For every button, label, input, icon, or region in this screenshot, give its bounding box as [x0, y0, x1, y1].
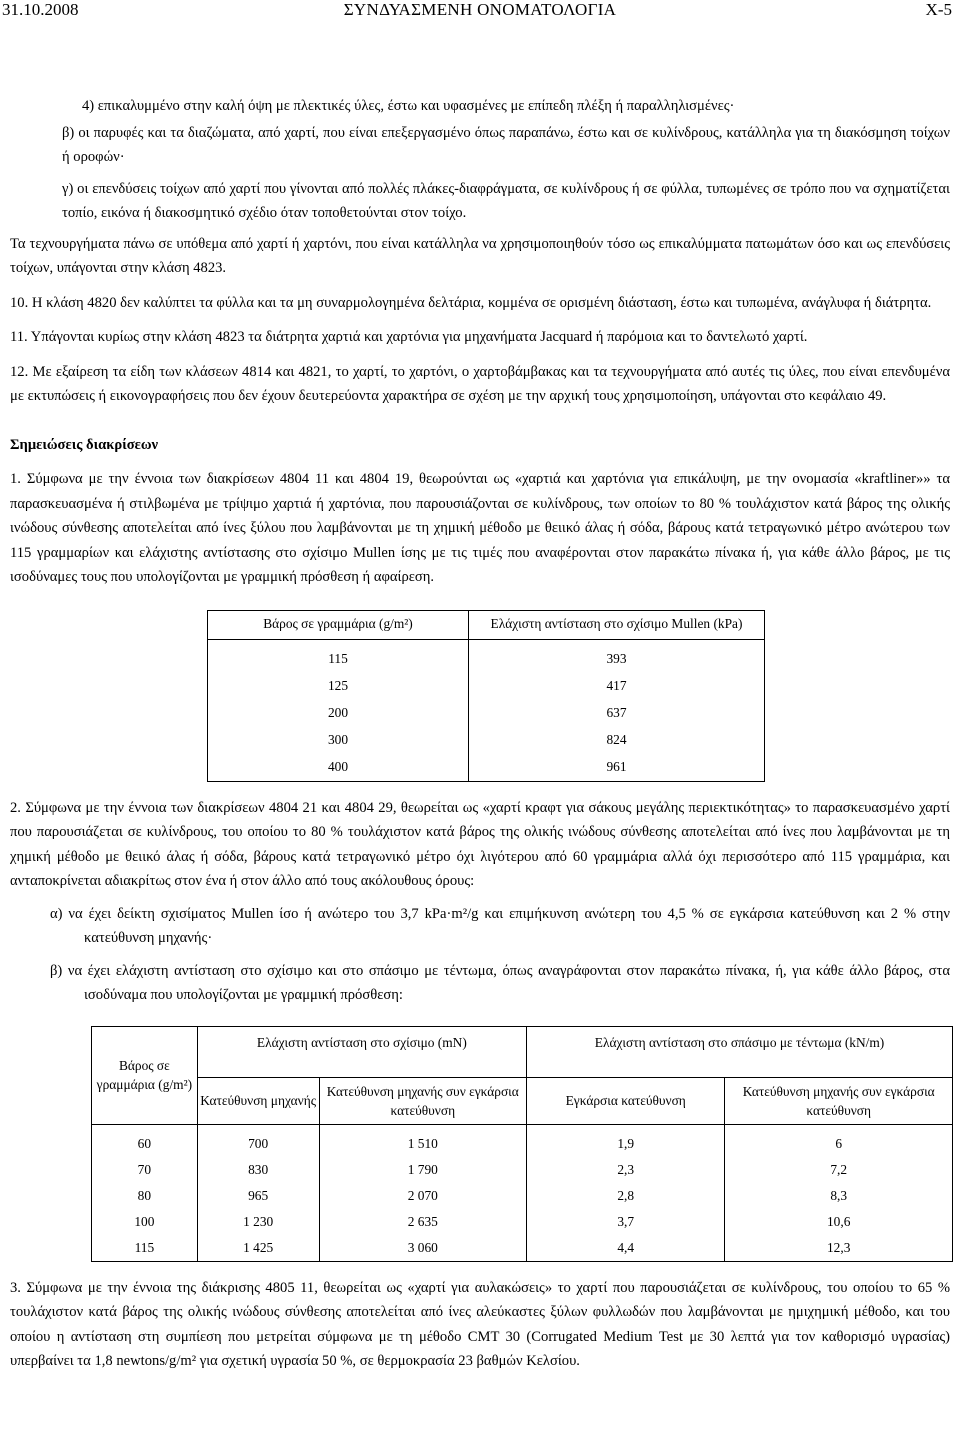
table-row — [92, 1235, 953, 1262]
table-cell: 115 — [92, 1235, 198, 1262]
table-cell: 417 — [469, 673, 765, 700]
table-row — [92, 1209, 953, 1235]
header-date: 31.10.2008 — [2, 0, 79, 19]
table-cell: 12,3 — [725, 1235, 953, 1262]
table-row — [92, 1131, 953, 1157]
table-cell: 824 — [469, 727, 765, 754]
paragraph-10: 10. Η κλάση 4820 δεν καλύπτει τα φύλλα και τα μη συναρμολογημένα δελτάρια, κομμένα σε ορισμένη διάσταση, έστω και τυπωμένα, ανάγλυφα ή διάτρητα. — [10, 294, 932, 311]
table-cell: 300 — [208, 727, 469, 754]
paragraph-item-b: β) οι παρυφές και τα διαζώματα, από χαρτί, που είναι επεξεργασμένο όπως παραπάνω, έστω και σε κυλίνδρους, κατάλληλα για τη διακόσμηση τοίχων ή οροφών· — [62, 124, 950, 165]
header-title: ΣΥΝΔΥΑΣΜΕΝΗ ΟΝΟΜΑΤΟΛΟΓΙΑ — [343, 0, 617, 19]
table2-sub-machine-cross-tensile: Κατεύθυνση μηχανής συν εγκάρσια κατεύθυνση — [725, 1077, 953, 1124]
paragraph-12: 12. Με εξαίρεση τα είδη των κλάσεων 4814 και 4821, το χαρτί, το χαρτόνι, ο χαρτοβάμβακας και τα τεχνουργήματα από αυτές τις ύλες, που είναι επενδυμένα με εκτυπώσεις ή εικονογραφήσεις που δεν έχουν δευτερεύοντα χαρακτήρα σε σχέση με την αρχική τους χρησιμοποίηση, υπάγονται στο κεφάλαιο 49. — [10, 363, 950, 404]
table-cell: 830 — [197, 1157, 319, 1183]
table-cell: 2 070 — [319, 1183, 526, 1209]
table-cell: 2,3 — [527, 1157, 725, 1183]
table-row — [208, 646, 765, 673]
note-3: 3. Σύμφωνα με την έννοια της διάκρισης 4805 11, θεωρείται ως «χαρτί για αυλακώσεις» το χαρτί που παρουσιάζεται σε κυλίνδρους, του οποίου το 65 % τουλάχιστον κατά βάρος της ολικής ινώδους σύνθεσης αποτελείται από ίνες αλεύκαστες ξύλων φυλλωδών που λαμβάνονται με ημιχημική μέθοδο, και του οποίου η αντίσταση στη συμπίεση που μετρείται σύμφωνα με τη μέθοδο CMT 30 (Corrugated Medium Test με 30 λεπτά για τον καθορισμό υγρασίας) υπερβαίνει τα 1,8 newtons/g/m² για σχετική υγρασία 50 %, σε θερμοκρασία 23 βαθμών Κελσίου. — [10, 1279, 950, 1369]
mullen-table-header-value: Ελάχιστη αντίσταση στο σχίσιμο Mullen (kPa) — [469, 610, 765, 639]
table-cell: 115 — [208, 646, 469, 673]
paragraph-item-c: γ) οι επενδύσεις τοίχων από χαρτί που γίνονται από πολλές πλάκες-διαφράγματα, σε κυλίνδρους ή σε φύλλα, τυπωμένες σε τρόπο που να σχηματίζεται τοπίο, εικόνα ή διακοσμητικό σχέδιο όταν τοποθετούνται στον τοίχο. — [62, 180, 950, 221]
table-cell: 70 — [92, 1157, 198, 1183]
table-cell: 961 — [469, 754, 765, 782]
table-row — [92, 1157, 953, 1183]
table-row — [92, 1183, 953, 1209]
table-cell: 1,9 — [527, 1131, 725, 1157]
tear-tensile-table — [91, 1026, 953, 1262]
table2-header-tensile: Ελάχιστη αντίσταση στο σπάσιμο με τέντωμα (kN/m) — [527, 1026, 953, 1077]
page-header — [0, 0, 960, 22]
table-row — [208, 700, 765, 727]
table-row — [208, 673, 765, 700]
table2-header-weight: Βάρος σε γραμμάρια (g/m²) — [92, 1026, 198, 1124]
table2-sub-cross: Εγκάρσια κατεύθυνση — [527, 1077, 725, 1124]
table-cell: 8,3 — [725, 1183, 953, 1209]
paragraph-11: 11. Υπάγονται κυρίως στην κλάση 4823 τα διάτρητα χαρτιά και χαρτόνια για μηχανήματα Jacquard ή παρόμοια και το δαντελωτό χαρτί. — [10, 329, 808, 345]
table-cell: 1 510 — [319, 1131, 526, 1157]
table-cell: 2 635 — [319, 1209, 526, 1235]
table-cell: 4,4 — [527, 1235, 725, 1262]
paragraph-item-4: 4) επικαλυμμένο στην καλή όψη με πλεκτικές ύλες, έστω και υφασμένες με επίπεδη πλέξη ή παραλληλισμένες· — [82, 98, 735, 114]
table-cell: 125 — [208, 673, 469, 700]
note-2-b: β) να έχει ελάχιστη αντίσταση στο σχίσιμο και στο σπάσιμο με τέντωμα, όπως αναγράφονται στον παρακάτω πίνακα, ή, για κάθε άλλο βάρος, στα ισοδύναμα που υπολογίζονται με γραμμική πρόσθεση: — [50, 962, 950, 1003]
table-cell: 393 — [469, 646, 765, 673]
table-cell: 80 — [92, 1183, 198, 1209]
table2-header-tear: Ελάχιστη αντίσταση στο σχίσιμο (mN) — [197, 1026, 526, 1077]
table2-sub-machine: Κατεύθυνση μηχανής — [197, 1077, 319, 1124]
table-cell: 7,2 — [725, 1157, 953, 1183]
table-cell: 60 — [92, 1131, 198, 1157]
table2-sub-machine-cross: Κατεύθυνση μηχανής συν εγκάρσια κατεύθυνση — [319, 1077, 526, 1124]
table-cell: 200 — [208, 700, 469, 727]
table-cell: 10,6 — [725, 1209, 953, 1235]
note-2: 2. Σύμφωνα με την έννοια των διακρίσεων 4804 21 και 4804 29, θεωρείται ως «χαρτί κραφτ για σάκους μεγάλης περιεκτικότητας» το παρασκευασμένο χαρτί που παρουσιάζεται σε κυλίνδρους, του οποίου το 80 % τουλάχιστον κατά βάρος της ολικής ινώδους σύνθεσης αποτελείται από ίνες που λαμβάνονται με τη χημική μέθοδο με θειικό άλας ή σόδα, βάρους κατά τετραγωνικό μέτρο όχι λιγότερου από 60 γραμμάρια αλλά όχι περισσότερο από 115 γραμμάρια, και ανταποκρίνεται αδιακρίτως στον ένα ή στον άλλο από τους ακόλουθους όρους: — [10, 799, 950, 889]
table-cell: 1 425 — [197, 1235, 319, 1262]
table-cell: 400 — [208, 754, 469, 782]
table-cell: 3,7 — [527, 1209, 725, 1235]
table-cell: 3 060 — [319, 1235, 526, 1262]
mullen-table-header-weight: Βάρος σε γραμμάρια (g/m²) — [208, 610, 469, 639]
table-cell: 2,8 — [527, 1183, 725, 1209]
table-cell: 965 — [197, 1183, 319, 1209]
table-cell: 6 — [725, 1131, 953, 1157]
mullen-table — [207, 610, 765, 782]
paragraph-tech: Τα τεχνουργήματα πάνω σε υπόθεμα από χαρτί ή χαρτόνι, που είναι κατάλληλα να χρησιμοποιηθούν τόσο ως επικαλύμματα πατωμάτων όσο και ως επενδύσεις τοίχων, υπάγονται στην κλάση 4823. — [10, 235, 950, 276]
table-cell: 700 — [197, 1131, 319, 1157]
section-heading: Σημειώσεις διακρίσεων — [10, 436, 159, 453]
document-body — [10, 94, 950, 1374]
table-cell: 637 — [469, 700, 765, 727]
table-cell: 1 230 — [197, 1209, 319, 1235]
table-cell: 1 790 — [319, 1157, 526, 1183]
table-row — [208, 727, 765, 754]
note-2-a: α) να έχει δείκτη σχισίματος Mullen ίσο ή ανώτερο του 3,7 kPa·m²/g και επιμήκυνση ανώτερη του 4,5 % σε εγκάρσια κατεύθυνση και 2 % στην κατεύθυνση μηχανής· — [50, 905, 950, 946]
note-1: 1. Σύμφωνα με την έννοια των διακρίσεων 4804 11 και 4804 19, θεωρούνται ως «χαρτιά και χαρτόνια για επικάλυψη, με την ονομασία «kraftliner»» τα παρασκευασμένα ή στιλβωμένα με τρίψιμο χαρτιά ή χαρτόνια, που παρουσιάζονται σε κυλίνδρους, των οποίων το 80 % τουλάχιστον κατά βάρος της ολικής ινώδους σύνθεσης αποτελείται από ίνες ξύλου που λαμβάνονται με τη χημική μέθοδο με θειικό άλας ή σόδα, βάρους κατά τετραγωνικό μέτρο ανώτερου των 115 γραμμαρίων και ελάχιστης αντίστασης στο σχίσιμο Mullen ίσης με τις τιμές που αναφέρονται στον παρακάτω πίνακα ή, για κάθε άλλο βάρος, με τις ισοδύναμες τους που υπολογίζονται με γραμμική πρόσθεση ή αφαίρεση. — [10, 471, 950, 585]
table-row — [208, 754, 765, 782]
header-page-number: X-5 — [925, 0, 952, 19]
table-cell: 100 — [92, 1209, 198, 1235]
